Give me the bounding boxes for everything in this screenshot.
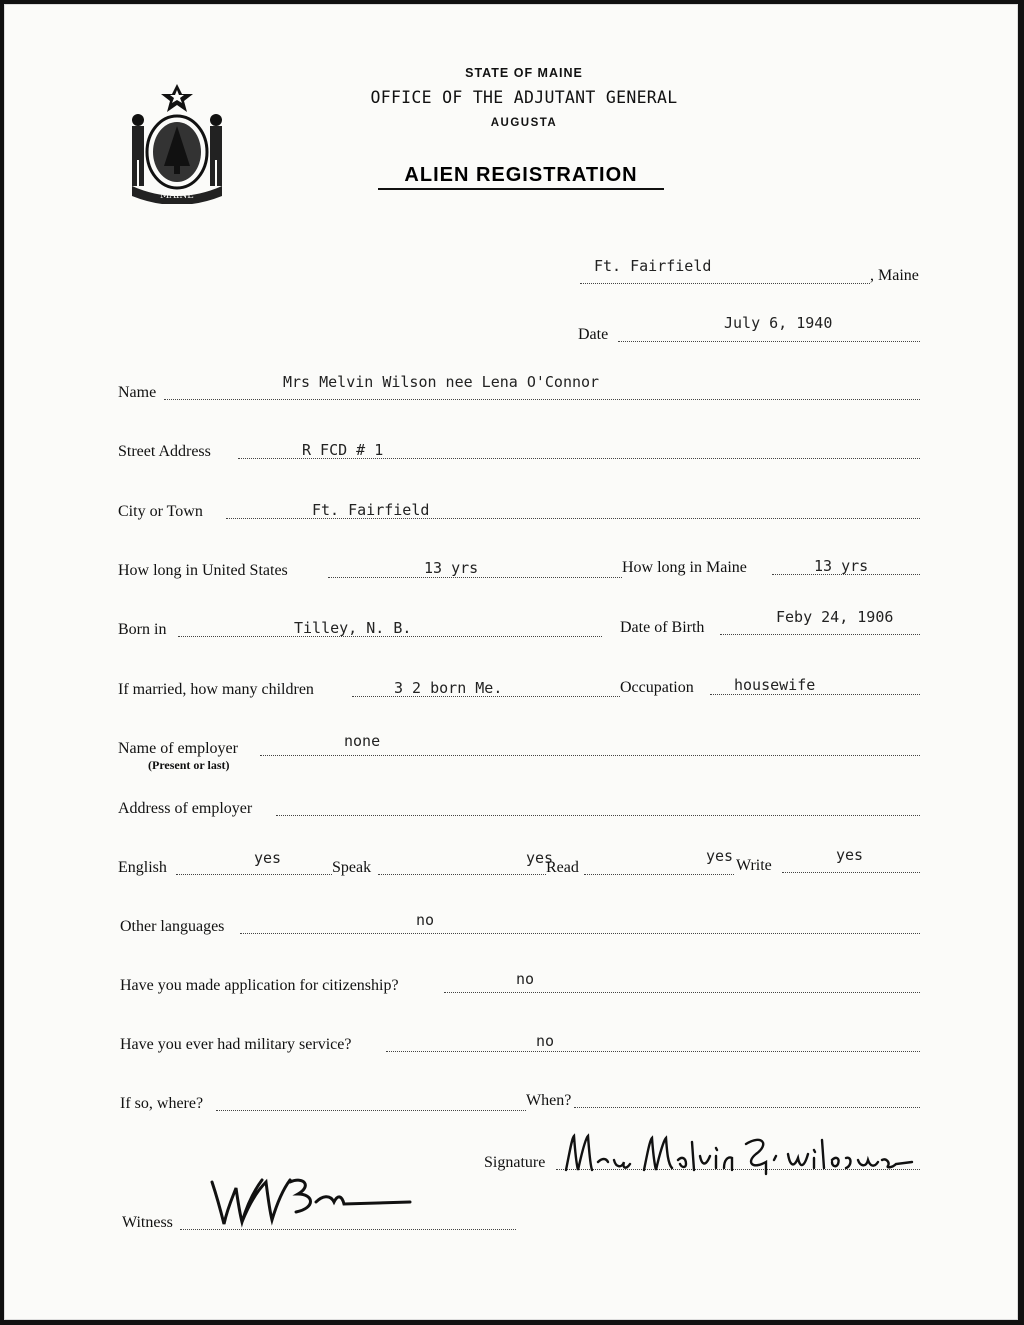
witness-signature (204, 1172, 414, 1232)
date-of-birth-line (720, 634, 920, 635)
office-heading: OFFICE OF THE ADJUTANT GENERAL (370, 88, 678, 107)
city-or-town-label: City or Town (118, 503, 203, 520)
svg-text:MAINE: MAINE (160, 191, 194, 201)
other-languages-value: no (416, 911, 435, 929)
form-title: ALIEN REGISTRATION (378, 164, 664, 190)
speak-label: Speak (332, 859, 372, 876)
when-line (574, 1107, 920, 1108)
how-long-us-line (328, 577, 622, 578)
name-value: Mrs Melvin Wilson nee Lena O'Connor (283, 373, 600, 391)
employer-line (260, 755, 920, 756)
employer-address-line (276, 815, 920, 816)
speak-line (378, 874, 546, 875)
children-value: 3 2 born Me. (394, 679, 503, 697)
how-long-maine-label: How long in Maine (622, 559, 747, 576)
english-value: yes (254, 849, 282, 867)
how-long-us-value: 13 yrs (424, 559, 479, 577)
applicant-signature (556, 1130, 916, 1180)
date-line (618, 341, 920, 342)
citizenship-value: no (516, 970, 535, 988)
born-in-label: Born in (118, 621, 167, 638)
employer-value: none (344, 732, 381, 750)
write-line (782, 872, 920, 873)
occupation-value: housewife (734, 676, 816, 694)
if-so-where-label: If so, where? (120, 1095, 204, 1112)
employer-note: (Present or last) (148, 758, 230, 772)
date-value: July 6, 1940 (724, 314, 833, 332)
city-heading: AUGUSTA (490, 117, 558, 129)
english-line (176, 874, 332, 875)
how-long-us-label: How long in United States (118, 562, 288, 579)
speak-value: yes (526, 849, 554, 867)
city-or-town-value: Ft. Fairfield (312, 501, 430, 519)
town-line (580, 283, 870, 284)
children-label: If married, how many children (118, 681, 314, 698)
other-languages-label: Other languages (120, 918, 225, 935)
street-address-value: R FCD # 1 (302, 441, 384, 459)
occupation-label: Occupation (620, 679, 694, 696)
write-value: yes (836, 846, 864, 864)
military-value: no (536, 1032, 555, 1050)
date-of-birth-value: Feby 24, 1906 (776, 608, 894, 626)
write-label: Write (736, 857, 772, 874)
citizenship-line (444, 992, 920, 993)
how-long-maine-value: 13 yrs (814, 557, 869, 575)
witness-label: Witness (122, 1214, 173, 1231)
signature-label: Signature (484, 1154, 546, 1171)
state-heading: STATE OF MAINE (465, 66, 583, 80)
registration-form (4, 4, 1018, 1320)
born-in-value: Tilley, N. B. (294, 619, 412, 637)
other-languages-line (240, 933, 920, 934)
military-label: Have you ever had military service? (120, 1036, 352, 1053)
english-label: English (118, 859, 167, 876)
citizenship-label: Have you made application for citizenship? (120, 977, 399, 994)
when-label: When? (526, 1092, 572, 1109)
employer-label: Name of employer (118, 740, 238, 757)
read-value: yes (706, 847, 734, 865)
read-line (584, 874, 734, 875)
street-address-label: Street Address (118, 443, 211, 460)
maine-label: , Maine (870, 267, 919, 284)
occupation-line (710, 694, 920, 695)
read-label: Read (546, 859, 579, 876)
if-so-where-line (216, 1110, 526, 1111)
name-label: Name (118, 384, 157, 401)
name-line (164, 399, 920, 400)
maine-seal-icon (124, 82, 230, 204)
date-label: Date (578, 326, 609, 343)
date-of-birth-label: Date of Birth (620, 619, 705, 636)
employer-address-label: Address of employer (118, 800, 253, 817)
town-value: Ft. Fairfield (594, 257, 712, 275)
military-line (386, 1051, 920, 1052)
